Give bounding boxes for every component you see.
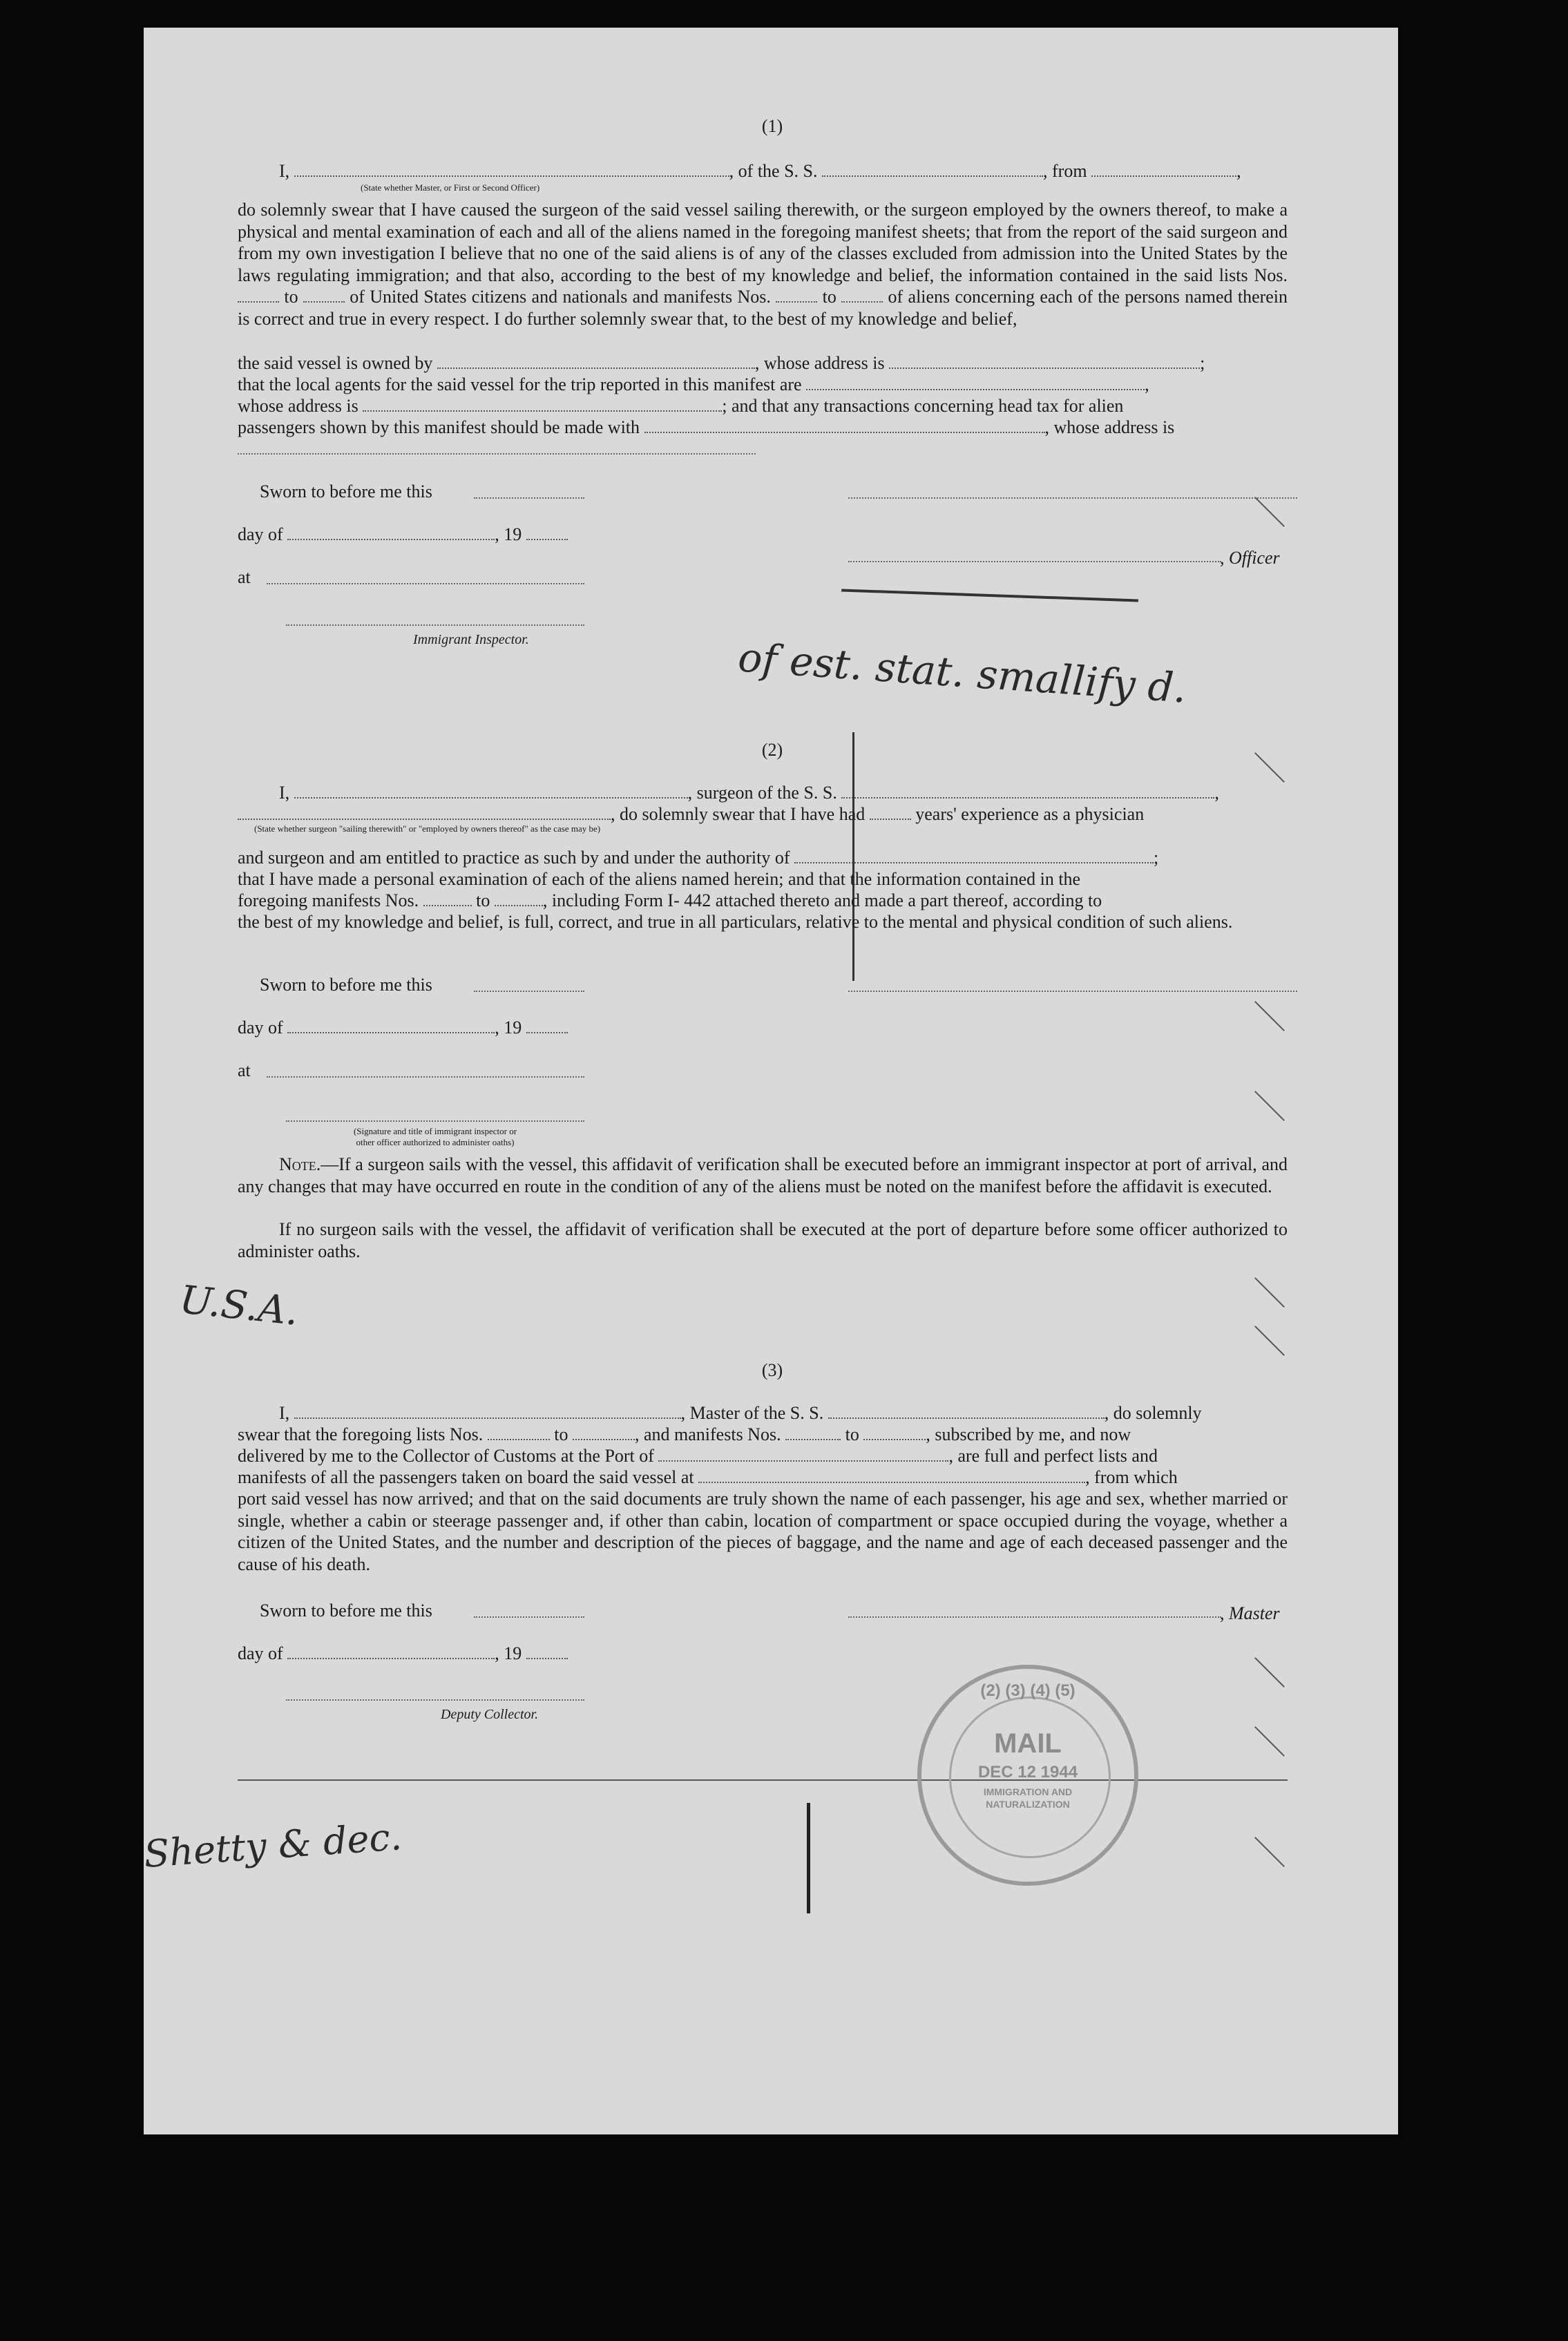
sworn-label: Sworn to before me this [260, 975, 432, 995]
section-number: (2) [761, 740, 783, 760]
vessel-name-field [828, 1402, 1105, 1419]
sailing-status-field [238, 803, 611, 820]
officer-signature-rule [848, 497, 1297, 499]
at-label: at [238, 1060, 251, 1080]
lists-from-field [488, 1424, 550, 1440]
caption-signature: (Signature and title of immigrant inspector or other officer authorized to administer oaths) [353, 1126, 517, 1147]
oath-paragraph-1: do solemnly swear that I have caused the surgeon of the said vessel sailing therewith, or the surgeon employed by the owners thereof, to make a physical and mental examination of each and all of the aliens named in the foregoing manifest sheets; that from the report of the said surgeon and from my own investigation I believe that no one of the said aliens is of any of the classes excluded from admission into the United States by the laws regulating immigration; and that also, according to the best of my knowledge and belief, the information contained in the said lists Nos. to of United States citizens and nationals and manifests Nos. to of aliens concerning each of the persons named therein is correct and true in every respect. I do further solemnly swear that, to the best of my knowledge and belief, [238, 200, 1288, 329]
manifests-to-field [841, 286, 883, 303]
oath-paragraph-2: the best of my knowledge and belief, is full, correct, and true in all particulars, relative to the mental and physical condition of such aliens. [238, 912, 1233, 932]
section-number: (3) [761, 1360, 783, 1380]
lists-from-field [238, 286, 279, 303]
lists-line: swear that the foregoing lists Nos. to , and manifests Nos. to , subscribed by me, and now [238, 1424, 1131, 1444]
document-page [144, 28, 1398, 2134]
deputy-collector-label: Deputy Collector. [441, 1707, 539, 1722]
master-label: , Master [1220, 1603, 1280, 1623]
line-1: I, , surgeon of the S. S. , [279, 783, 1219, 803]
note-paragraph-2: If no surgeon sails with the vessel, the affidavit of verification shall be executed at the port of departure before some officer authorized to administer oaths. [238, 1219, 1288, 1261]
agents-address-line: whose address is ; and that any transactions concerning head tax for alien [238, 396, 1124, 416]
note-paragraph: Note.—If a surgeon sails with the vessel, this affidavit of verification shall be executed before an immigrant inspector at port of arrival, and any changes that may have occurred en route in the condition of any of the aliens must be noted on the manifest before the affidavit is executed. [238, 1154, 1288, 1196]
collector-signature-rule [286, 1699, 584, 1701]
officer-rule [848, 561, 1221, 562]
handwritten-annotation: U.S.A. [178, 1277, 301, 1335]
check-mark [1254, 1326, 1285, 1356]
line-1: I, , of the S. S. , from , [279, 161, 1241, 181]
foregoing-line: foregoing manifests Nos. to , including Form I- 442 attached thereto and made a part thereof, according to [238, 890, 1102, 910]
lists-to-field [573, 1424, 635, 1440]
officer-label: , Officer [1220, 548, 1280, 568]
owner-address-field [889, 352, 1200, 369]
boarding-port-field [698, 1466, 1085, 1483]
day-of-field [287, 1643, 495, 1659]
port-field [658, 1445, 948, 1462]
section-number: (1) [761, 116, 783, 136]
sworn-date-rule [474, 1616, 584, 1618]
day-of-label: day of , 19 [238, 1017, 568, 1039]
stamp-ring-numbers: (2) (3) (4) (5) [980, 1681, 1075, 1700]
caption-officer: (State whether Master, or First or Second Officer) [361, 182, 540, 193]
check-mark [1254, 1001, 1285, 1031]
address-continuation-rule [238, 453, 756, 455]
passengers-line: passengers shown by this manifest should be made with , whose address is [238, 417, 1175, 437]
oath-paragraph-3: port said vessel has now arrived; and that on the said documents are truly shown the name of each passenger, his age and sex, whether married or single, whether a cabin or steerage passenger and, if other than cabin, location of compartment or space occupied during the voyage, whether a citizen of the United States, and the number and description of the pieces of baggage, and the name and age of each deceased passenger and the cause of his death. [238, 1489, 1288, 1574]
master-name-field [294, 1402, 681, 1419]
check-mark [1254, 1837, 1285, 1867]
surgeon-signature-rule [848, 991, 1297, 992]
stamp-date: DEC 12 1944 [977, 1763, 1078, 1781]
check-mark [1254, 752, 1285, 783]
owner-field [437, 352, 755, 369]
year-field [526, 1017, 568, 1033]
sworn-label: Sworn to before me this [260, 481, 432, 501]
manifests-from-field [423, 890, 472, 906]
stamp-mail: MAIL [994, 1728, 1062, 1759]
at-label: at [238, 567, 251, 587]
manifests-from-field [785, 1424, 841, 1440]
vessel-name-field [822, 160, 1043, 177]
officer-title-field [294, 160, 729, 177]
manifests-to-field [495, 890, 543, 906]
line-2: , do solemnly swear that I have had years' experience as a physician [238, 803, 1144, 825]
at-rule [267, 583, 584, 584]
stamp-line1: IMMIGRATION AND [983, 1786, 1073, 1797]
agents-address-field [363, 395, 722, 412]
caption-sailing: (State whether surgeon "sailing therewith" or "employed by owners thereof" as the case may be) [254, 823, 601, 834]
check-mark [1254, 1657, 1285, 1688]
surgeon-name-field [294, 782, 688, 799]
authority-field [794, 847, 1154, 863]
day-of-field [287, 524, 495, 540]
day-of-label: day of , 19 [238, 1643, 568, 1665]
immigrant-inspector-label: Immigrant Inspector. [413, 632, 529, 647]
vessel-name-field [841, 782, 1214, 799]
check-mark [1254, 1726, 1285, 1757]
year-field [526, 524, 568, 540]
check-mark [1254, 497, 1285, 527]
from-port-field [1091, 160, 1236, 177]
lists-to-field [303, 286, 345, 303]
owned-by-line: the said vessel is owned by , whose address is ; [238, 353, 1205, 373]
inspector-signature-rule [286, 1120, 584, 1122]
at-rule [267, 1076, 584, 1078]
handwritten-annotation: of est. stat. smallify d. [736, 633, 1188, 712]
sworn-label: Sworn to before me this [260, 1601, 432, 1621]
master-signature-rule [848, 1616, 1221, 1618]
examination-line: that I have made a personal examination of each of the aliens named herein; and that the information contained in the [238, 869, 1081, 889]
manifests-all-line: manifests of all the passengers taken on board the said vessel at , from which [238, 1467, 1178, 1487]
manifests-to-field [863, 1424, 926, 1440]
sworn-date-rule [474, 991, 584, 992]
day-of-field [287, 1017, 495, 1033]
day-of-label: day of , 19 [238, 524, 568, 546]
head-tax-agent-field [644, 417, 1045, 433]
delivered-line: delivered by me to the Collector of Customs at the Port of , are full and perfect lists and [238, 1446, 1158, 1466]
pen-stroke [841, 589, 1138, 602]
stamp-line2: NATURALIZATION [986, 1799, 1070, 1810]
local-agents-line: that the local agents for the said vessel for the trip reported in this manifest are , [238, 374, 1149, 394]
local-agents-field [806, 374, 1145, 390]
authority-line: and surgeon and am entitled to practice as such by and under the authority of ; [238, 848, 1159, 868]
check-mark [1254, 1091, 1285, 1121]
pen-stroke [807, 1803, 810, 1913]
year-field [526, 1643, 568, 1659]
line-1: I, , Master of the S. S. , do solemnly [279, 1403, 1202, 1423]
inspector-signature-rule [286, 624, 584, 626]
received-stamp [917, 1665, 1138, 1886]
sworn-date-rule [474, 497, 584, 499]
years-field [870, 803, 911, 820]
manifests-from-field [776, 286, 817, 303]
check-mark [1254, 1277, 1285, 1308]
handwritten-signature: Shetty & dec. [142, 1815, 403, 1876]
